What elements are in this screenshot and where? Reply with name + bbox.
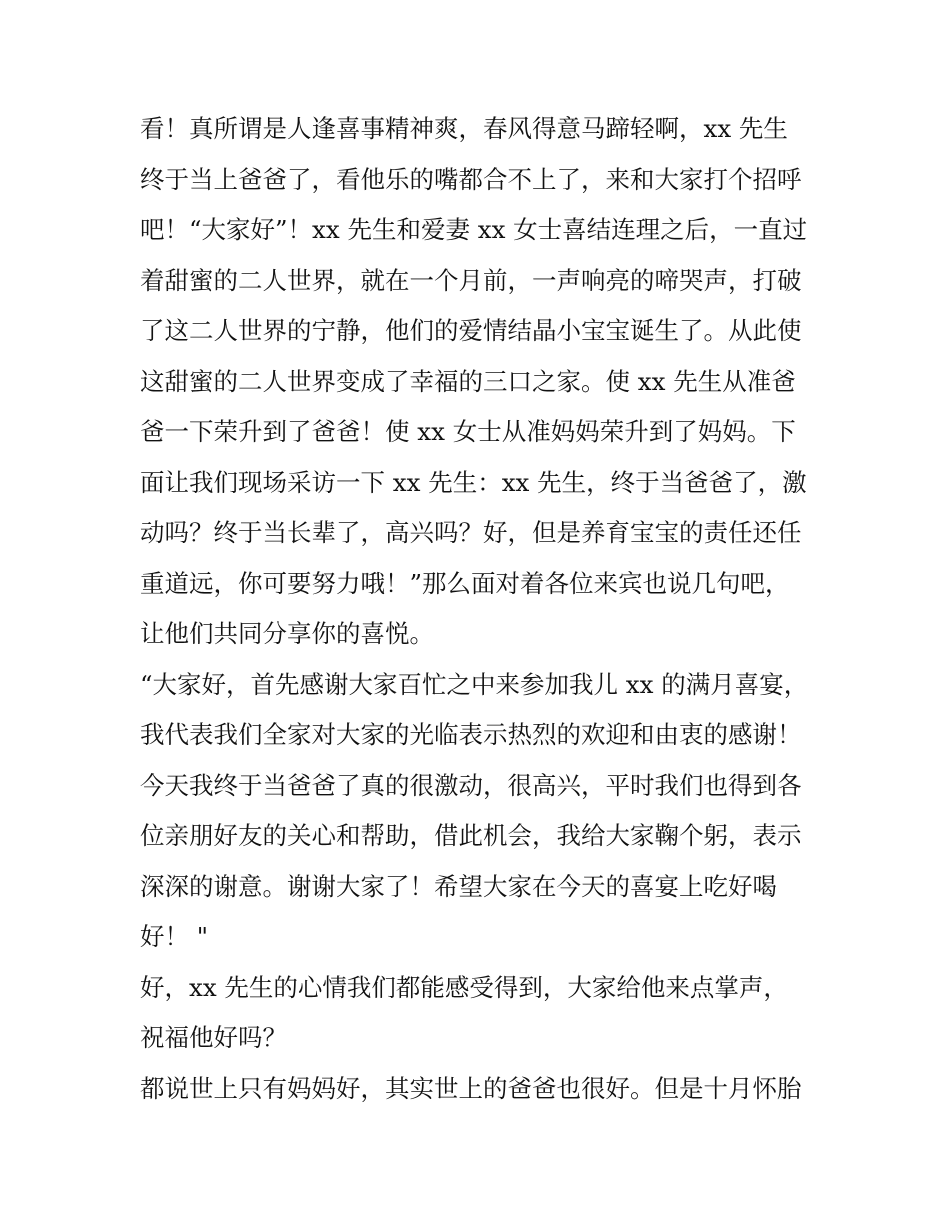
text-line: 面让我们现场采访一下 xx 先生：xx 先生，终于当爸爸了，激 bbox=[140, 468, 807, 497]
text-line: 好！ " bbox=[140, 922, 209, 951]
text-line: 吧！“大家好”！xx 先生和爱妻 xx 女士喜结连理之后，一直过 bbox=[140, 215, 808, 244]
text-line: 我代表我们全家对大家的光临表示热烈的欢迎和由衷的感谢！ bbox=[140, 720, 802, 749]
text-line: 位亲朋好友的关心和帮助，借此机会，我给大家鞠个躬，表示 bbox=[140, 821, 802, 850]
text-line: 深深的谢意。谢谢大家了！希望大家在今天的喜宴上吃好喝 bbox=[140, 872, 777, 901]
text-line: 重道远，你可要努力哦！”那么面对着各位来宾也说几句吧， bbox=[140, 569, 790, 598]
text-line: 了这二人世界的宁静，他们的爱情结晶小宝宝诞生了。从此使 bbox=[140, 316, 802, 345]
text-line: 让他们共同分享你的喜悦。 bbox=[140, 619, 434, 648]
text-line: 今天我终于当爸爸了真的很激动，很高兴，平时我们也得到各 bbox=[140, 771, 802, 800]
text-line: 这甜蜜的二人世界变成了幸福的三口之家。使 xx 先生从准爸 bbox=[140, 367, 796, 396]
text-line: 终于当上爸爸了，看他乐的嘴都合不上了，来和大家打个招呼 bbox=[140, 165, 802, 194]
text-line: “大家好，首先感谢大家百忙之中来参加我儿 xx 的满月喜宴， bbox=[140, 670, 809, 699]
text-line: 好，xx 先生的心情我们都能感受得到，大家给他来点掌声， bbox=[140, 973, 788, 1002]
text-line: 都说世上只有妈妈好，其实世上的爸爸也很好。但是十月怀胎 bbox=[140, 1074, 802, 1103]
text-line: 动吗？终于当长辈了，高兴吗？好，但是养育宝宝的责任还任 bbox=[140, 518, 802, 547]
text-line: 爸一下荣升到了爸爸！使 xx 女士从准妈妈荣升到了妈妈。下 bbox=[140, 417, 796, 446]
text-line: 祝福他好吗？ bbox=[140, 1023, 287, 1052]
text-line: 看！真所谓是人逢喜事精神爽，春风得意马蹄轻啊，xx 先生 bbox=[140, 114, 788, 143]
text-line: 着甜蜜的二人世界，就在一个月前，一声响亮的啼哭声，打破 bbox=[140, 266, 802, 295]
